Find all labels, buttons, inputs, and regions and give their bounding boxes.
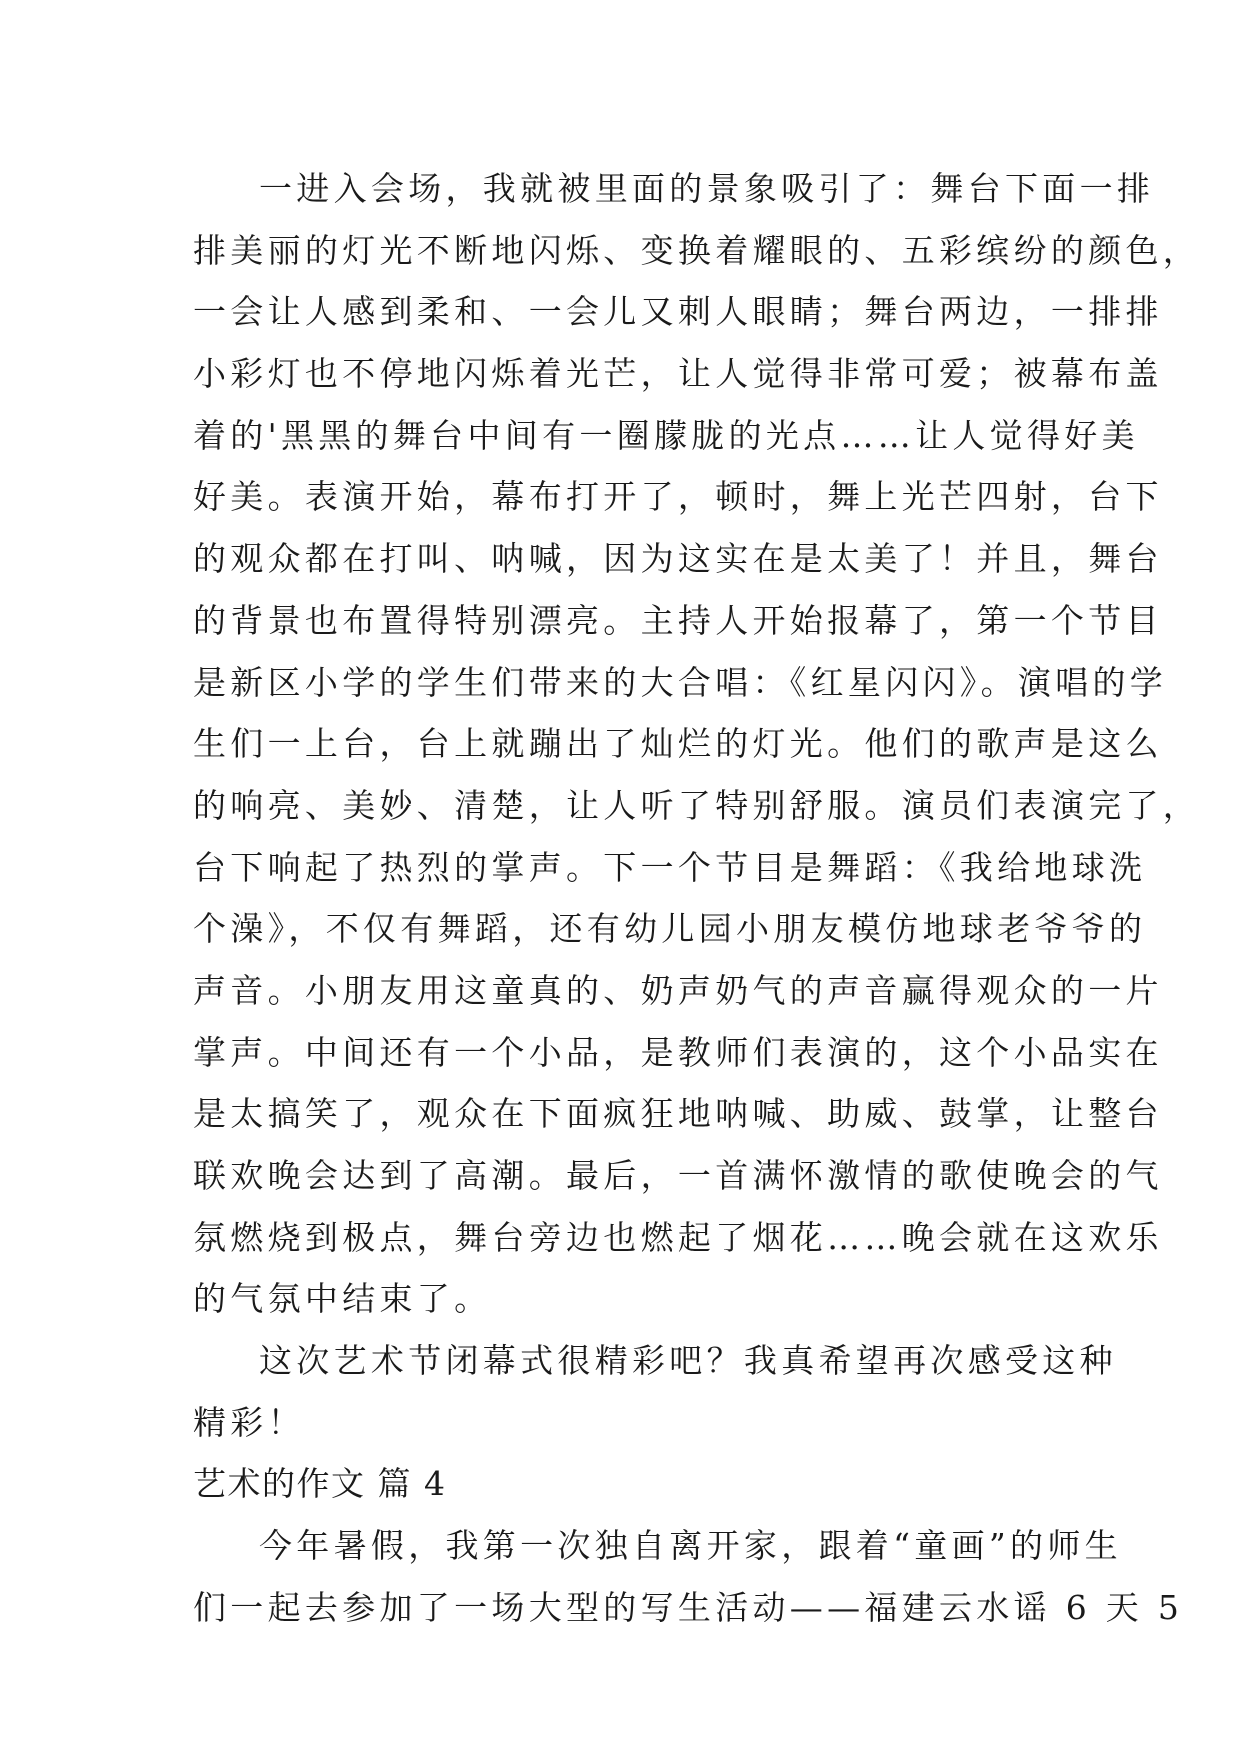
paragraph-line: 今年暑假，我第一次独自离开家，跟着“童画”的师生 xyxy=(259,1526,1122,1566)
paragraph-line: 一会让人感到柔和、一会儿又刺人眼睛；舞台两边，一排排 xyxy=(193,292,1163,332)
paragraph-line: 的观众都在打叫、呐喊，因为这实在是太美了！并且，舞台 xyxy=(193,539,1163,579)
paragraph-line: 个澡》，不仅有舞蹈，还有幼儿园小朋友模仿地球老爷爷的 xyxy=(193,909,1147,949)
paragraph-line: 声音。小朋友用这童真的、奶声奶气的声音赢得观众的一片 xyxy=(193,970,1163,1010)
paragraph-line: 的响亮、美妙、清楚，让人听了特别舒服。演员们表演完了， xyxy=(193,785,1201,825)
paragraph-line: 小彩灯也不停地闪烁着光芒，让人觉得非常可爱；被幕布盖 xyxy=(193,354,1163,394)
paragraph-line: 的背景也布置得特别漂亮。主持人开始报幕了，第一个节目 xyxy=(193,600,1163,640)
paragraph-line: 联欢晚会达到了高潮。最后，一首满怀激情的歌使晚会的气 xyxy=(193,1156,1163,1195)
paragraph-line: 精彩！ xyxy=(193,1402,305,1442)
paragraph-line: 是太搞笑了，观众在下面疯狂地呐喊、助威、鼓掌，让整台 xyxy=(193,1094,1163,1134)
paragraph-line: 的气氛中结束了。 xyxy=(193,1279,492,1319)
paragraph-line: 氛燃烧到极点，舞台旁边也燃起了烟花……晚会就在这欢乐 xyxy=(193,1217,1163,1257)
paragraph-line: 着的'黑黑的舞台中间有一圈朦胧的光点……让人觉得好美 xyxy=(193,415,1139,455)
section-heading: 艺术的作文 篇 4 xyxy=(193,1464,447,1504)
paragraph-line: 好美。表演开始，幕布打开了，顿时，舞上光芒四射，台下 xyxy=(193,477,1163,517)
paragraph-line: 生们一上台，台上就蹦出了灿烂的灯光。他们的歌声是这么 xyxy=(193,724,1163,764)
paragraph-line: 是新区小学的学生们带来的大合唱：《红星闪闪》。演唱的学 xyxy=(193,662,1168,702)
paragraph-line: 排美丽的灯光不断地闪烁、变换着耀眼的、五彩缤纷的颜色， xyxy=(193,230,1201,270)
essay-body xyxy=(193,158,1201,1639)
paragraph-line: 们一起去参加了一场大型的写生活动——福建云水谣 6 天 5 xyxy=(193,1587,1184,1627)
paragraph-line: 这次艺术节闭幕式很精彩吧？我真希望再次感受这种 xyxy=(259,1341,1117,1381)
paragraph-line: 掌声。中间还有一个小品，是教师们表演的，这个小品实在 xyxy=(193,1032,1163,1072)
paragraph-line: 台下响起了热烈的掌声。下一个节目是舞蹈：《我给地球洗 xyxy=(193,847,1147,887)
paragraph-line: 一进入会场，我就被里面的景象吸引了：舞台下面一排 xyxy=(259,169,1155,208)
